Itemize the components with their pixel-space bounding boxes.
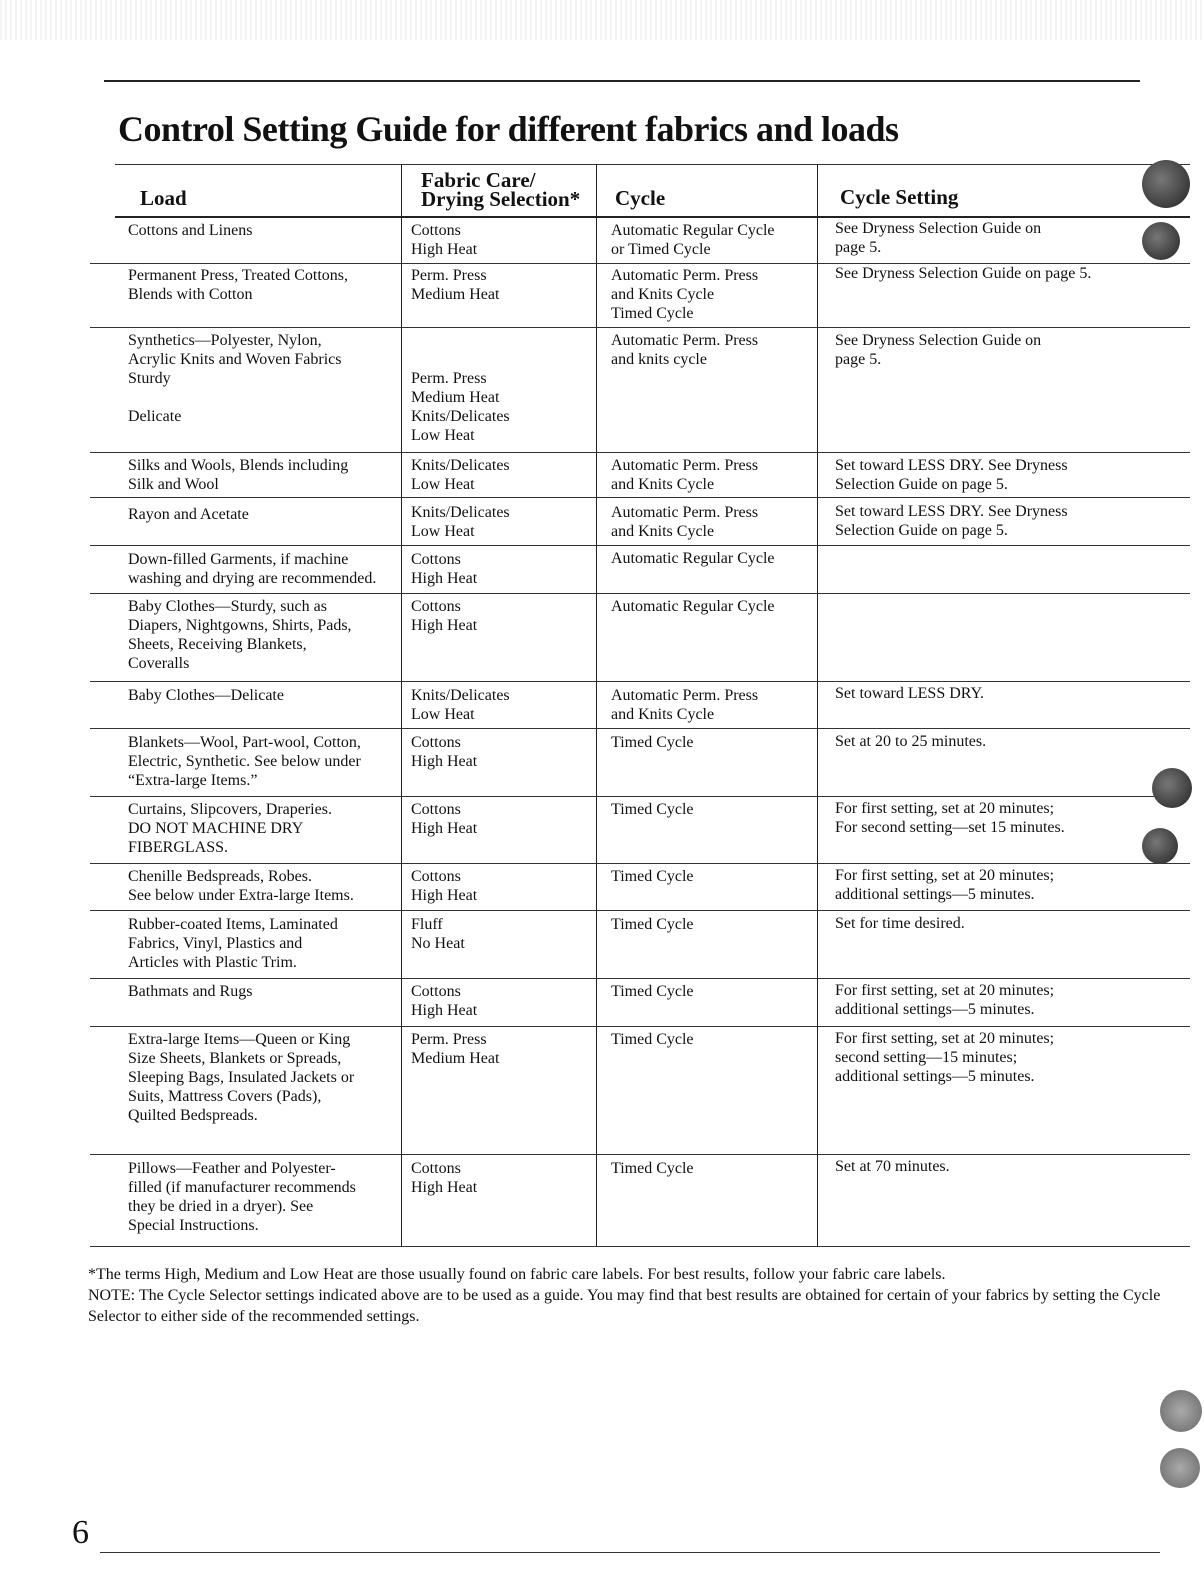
table-cell-cycle: Timed Cycle: [611, 1160, 694, 1177]
row-divider: [90, 681, 1190, 682]
table-cell-care: Cottons High Heat: [411, 551, 478, 587]
table-cell-care: Perm. Press Medium Heat Knits/Delicates Low Heat: [411, 370, 510, 444]
table-cell-cycle: Automatic Perm. Press and Knits Cycle: [611, 457, 759, 493]
binder-hole: [1142, 828, 1178, 864]
table-cell-setting: For first setting, set at 20 minutes; additional settings—5 minutes.: [835, 867, 1055, 903]
table-cell-cycle: Timed Cycle: [611, 868, 694, 885]
scan-noise: [0, 0, 1204, 40]
table-cell-setting: For first setting, set at 20 minutes; For second setting—set 15 minutes.: [835, 800, 1065, 836]
column-header-cycle-setting: Cycle Setting: [840, 185, 959, 209]
table-cell-cycle: Timed Cycle: [611, 1031, 694, 1048]
page-number: 6: [72, 1514, 89, 1551]
column-header-fabric-care: Fabric Care/ Drying Selection*: [421, 168, 581, 211]
row-divider: [90, 1026, 1190, 1027]
table-cell-cycle: Timed Cycle: [611, 734, 694, 751]
table-cell-load: Rubber-coated Items, Laminated Fabrics, Vinyl, Plastics and Articles with Plastic Trim.: [128, 916, 338, 971]
table-cell-setting: Set at 70 minutes.: [835, 1158, 950, 1175]
row-divider: [90, 863, 1190, 864]
top-rule: [104, 80, 1140, 82]
page-title: Control Setting Guide for different fabrics and loads: [118, 109, 899, 149]
bottom-rule: [100, 1552, 1160, 1553]
table-cell-cycle: Automatic Regular Cycle: [611, 550, 775, 567]
table-cell-cycle: Automatic Perm. Press and Knits Cycle Timed Cycle: [611, 267, 759, 322]
table-cell-care: Cottons High Heat: [411, 598, 478, 634]
binder-hole: [1152, 768, 1192, 808]
table-cell-load: Synthetics—Polyester, Nylon, Acrylic Knits and Woven Fabrics Sturdy Delicate: [128, 332, 342, 425]
table-cell-setting: For first setting, set at 20 minutes; second setting—15 minutes; additional settings—5 minutes.: [835, 1030, 1055, 1085]
table-cell-load: Bathmats and Rugs: [128, 983, 253, 1000]
table-cell-setting: Set at 20 to 25 minutes.: [835, 733, 987, 750]
footnote: [88, 1264, 1168, 1327]
binder-hole: [1142, 160, 1190, 208]
table-cell-care: Perm. Press Medium Heat: [411, 267, 500, 303]
table-cell-load: Permanent Press, Treated Cottons, Blends with Cotton: [128, 267, 348, 303]
table-cell-setting: See Dryness Selection Guide on page 5.: [835, 332, 1042, 368]
column-header-load: Load: [140, 186, 187, 210]
table-cell-setting: See Dryness Selection Guide on page 5.: [835, 220, 1042, 256]
table-cell-setting: Set toward LESS DRY. See Dryness Selection Guide on page 5.: [835, 457, 1068, 493]
table-cell-load: Rayon and Acetate: [128, 506, 249, 523]
table-cell-load: Blankets—Wool, Part-wool, Cotton, Electric, Synthetic. See below under “Extra-large Items.”: [128, 734, 361, 789]
table-cell-load: Baby Clothes—Delicate: [128, 687, 284, 704]
table-cell-setting: Set toward LESS DRY. See Dryness Selection Guide on page 5.: [835, 503, 1068, 539]
table-cell-load: Down-filled Garments, if machine washing and drying are recommended.: [128, 551, 377, 587]
table-cell-care: Knits/Delicates Low Heat: [411, 504, 510, 540]
table-cell-setting: For first setting, set at 20 minutes; additional settings—5 minutes.: [835, 982, 1055, 1018]
table-cell-cycle: Timed Cycle: [611, 801, 694, 818]
table-cell-care: Cottons High Heat: [411, 868, 478, 904]
row-divider: [90, 452, 1190, 453]
table-cell-cycle: Automatic Perm. Press and Knits Cycle: [611, 504, 759, 540]
table-cell-cycle: Timed Cycle: [611, 983, 694, 1000]
table-cell-care: Knits/Delicates Low Heat: [411, 687, 510, 723]
table-cell-care: Cottons High Heat: [411, 801, 478, 837]
row-divider: [90, 910, 1190, 911]
binder-hole: [1160, 1390, 1202, 1432]
table-cell-load: Pillows—Feather and Polyester- filled (if manufacturer recommends they be dried in a dryer). See Special Instructions.: [128, 1160, 356, 1234]
row-divider: [90, 978, 1190, 979]
table-cell-care: Cottons High Heat: [411, 1160, 478, 1196]
table-cell-care: Perm. Press Medium Heat: [411, 1031, 500, 1067]
table-cell-cycle: Automatic Perm. Press and Knits Cycle: [611, 687, 759, 723]
table-cell-load: Cottons and Linens: [128, 222, 253, 239]
table-cell-setting: See Dryness Selection Guide on page 5.: [835, 265, 1092, 282]
row-divider: [90, 545, 1190, 546]
table-cell-care: Cottons High Heat: [411, 222, 478, 258]
table-bottom-rule: [90, 1246, 1190, 1247]
table-cell-setting: Set toward LESS DRY.: [835, 685, 985, 702]
row-divider: [90, 728, 1190, 729]
table-cell-load: Chenille Bedspreads, Robes. See below under Extra-large Items.: [128, 868, 354, 904]
footnote-note: NOTE: The Cycle Selector settings indicated above are to be used as a guide. You may find that best results are obtained for certain of your fabrics by setting the Cycle Selector to either side of the recommended settings.: [88, 1287, 1161, 1325]
table-cell-cycle: Automatic Regular Cycle: [611, 598, 775, 615]
table-cell-care: Cottons High Heat: [411, 983, 478, 1019]
row-divider: [90, 497, 1190, 498]
table-cell-load: Extra-large Items—Queen or King Size Sheets, Blankets or Spreads, Sleeping Bags, Insulated Jackets or Suits, Mattress Covers (Pads), Quilted Bedspreads.: [128, 1031, 355, 1124]
table-cell-cycle: Automatic Perm. Press and knits cycle: [611, 332, 759, 368]
footnote-heat-terms: *The terms High, Medium and Low Heat are those usually found on fabric care labels. For best results, follow your fabric care labels.: [88, 1266, 946, 1283]
header-bottom-rule: [115, 216, 1190, 218]
binder-hole: [1142, 222, 1180, 260]
table-cell-cycle: Automatic Regular Cycle or Timed Cycle: [611, 222, 775, 258]
table-cell-load: Curtains, Slipcovers, Draperies. DO NOT MACHINE DRY FIBERGLASS.: [128, 801, 332, 856]
row-divider: [90, 796, 1190, 797]
row-divider: [90, 1154, 1190, 1155]
table-cell-cycle: Timed Cycle: [611, 916, 694, 933]
table-cell-load: Baby Clothes—Sturdy, such as Diapers, Nightgowns, Shirts, Pads, Sheets, Receiving Blankets, Coveralls: [128, 598, 352, 672]
table-cell-load: Silks and Wools, Blends including Silk and Wool: [128, 457, 349, 493]
row-divider: [90, 327, 1190, 328]
table-cell-care: Cottons High Heat: [411, 734, 478, 770]
binder-hole: [1160, 1448, 1200, 1488]
header-top-rule: [115, 164, 1190, 165]
table-cell-care: Knits/Delicates Low Heat: [411, 457, 510, 493]
row-divider: [90, 593, 1190, 594]
column-header-cycle: Cycle: [615, 186, 666, 210]
table-cell-setting: Set for time desired.: [835, 915, 965, 932]
table-cell-care: Fluff No Heat: [411, 916, 465, 952]
